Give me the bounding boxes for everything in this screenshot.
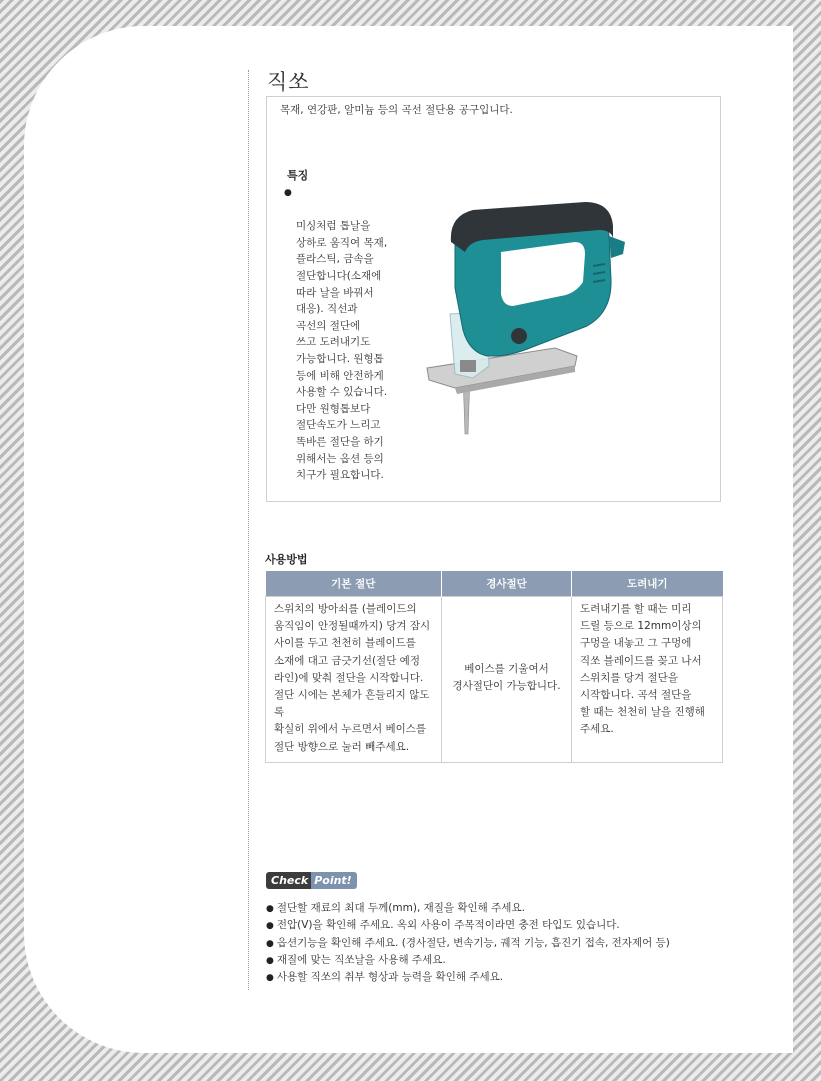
table-cell: 베이스를 기울여서 경사절단이 가능합니다. [442,597,572,763]
bullet-icon: ● [266,955,274,966]
list-item-text: 전압(V)을 확인해 주세요. 옥외 사용이 주목적이라면 충전 타입도 있습니다. [276,919,620,932]
jigsaw-rear [609,236,625,258]
list-item [266,900,670,917]
column-header: 기본 절단 [266,571,442,597]
features-item [284,185,394,484]
bullet-icon: ● [266,973,274,984]
jigsaw-image [425,196,630,436]
list-item [266,969,670,986]
table-header-row [266,571,723,597]
jigsaw-knob [511,328,527,344]
list-item-text: 사용할 직쏘의 취부 형상과 능력을 확인해 주세요. [276,971,504,984]
bullet-icon: ● [266,921,274,932]
table-cell: 도려내기를 할 때는 미리 드릴 등으로 12mm이상의 구멍을 내놓고 그 구멍에 직쏘 블레이드를 꽂고 나서 스위치를 당겨 절단을 시작합니다. 곡석 절단을 할 때는 천천히 날을 진행해 주세요. [572,597,723,763]
checkpoint-list [266,900,670,986]
margin-dotted-line [248,70,249,990]
column-header: 경사절단 [442,571,572,597]
features-text: 미싱처럼 톱날을 상하로 움직여 목재, 플라스틱, 금속을 절단합니다(소재에 따라 날을 바꿔서 대응). 직선과 곡선의 절단에 쓰고 도려내기도 가능합니다. 원형톱 등에 비해 안전하게 사용할 수 있습니다. 다만 원형톱보다 절단속도가 느리고 똑바른 절단을 하기 위해서는 옵션 등의 치구가 필요합니다. [296,220,388,482]
features-heading: 특징 [287,169,309,182]
list-item-text: 절단할 재료의 최대 두께(mm), 재질을 확인해 주세요. [276,902,525,914]
list-item [266,917,670,934]
features-list [284,185,394,484]
list-item-text: 재질에 맞는 직쏘날을 사용해 주세요. [276,953,446,966]
table-cell: 스위치의 방아쇠를 (블레이드의 움직임이 안정될때까지) 당겨 잠시 사이를 두고 천천히 블레이드를 소재에 대고 금긋기선(절단 예정 라인)에 맞춰 절단을 시작합니다. 절단 시에는 본체가 흔들리지 않도록 확실히 위에서 누르면서 베이스를 절단 방향으로 눌러 빼주세요. [266,597,442,763]
list-item [266,935,670,952]
bullet-icon: ● [266,938,274,949]
checkpoint-label-point: Point! [311,872,357,889]
usage-table [265,571,723,763]
usage-heading: 사용방법 [265,553,308,566]
bullet-icon: ● [284,188,292,198]
table-row [266,597,723,763]
list-item-text: 옵션기능을 확인해 주세요. (경사절단, 변속기능, 궤적 기능, 흡진기 접속, 전자제어 등) [276,936,670,949]
intro-text: 목재, 연강판, 알미늄 등의 곡선 절단용 공구입니다. [280,104,513,116]
column-header: 도려내기 [572,571,723,597]
bullet-icon: ● [266,904,274,914]
list-item [266,952,670,969]
page-title: 직쏘 [267,70,310,94]
checkpoint-label-check: Check [266,872,311,889]
checkpoint-badge [266,872,357,889]
